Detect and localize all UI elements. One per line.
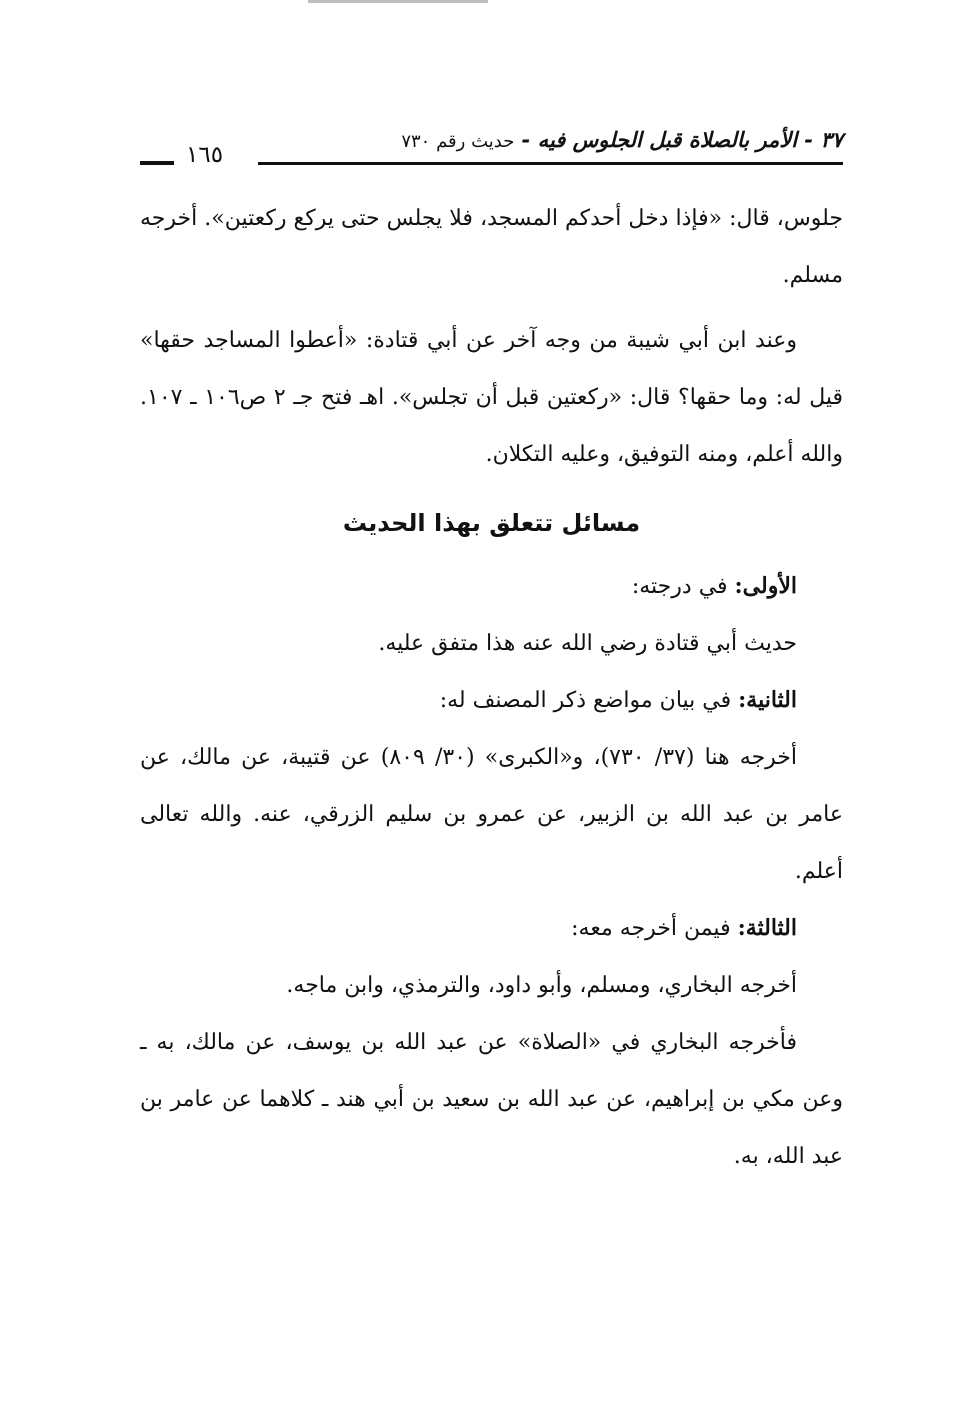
running-title bbox=[401, 128, 843, 152]
question-2-heading bbox=[140, 672, 843, 729]
page-header bbox=[140, 128, 843, 172]
page-number-dash bbox=[140, 161, 174, 165]
question-3-label: الثالثة: bbox=[737, 915, 797, 941]
question-2-body: أخرجه هنا (٣٧/ ٧٣٠)، و«الكبرى» (٣٠/ ٨٠٩) عن قتيبة، عن مالك، عن عامر بن عبد الله بن الزبير، عن عمرو بن سليم الزرقي، عنه. والله تعالى أعلم. bbox=[140, 745, 843, 884]
page-number: ١٦٥ bbox=[186, 142, 224, 168]
question-1-title: في درجته: bbox=[631, 574, 735, 599]
scan-top-mark bbox=[308, 0, 488, 3]
header-rule bbox=[258, 162, 843, 165]
question-3-title: فيمن أخرجه معه: bbox=[571, 916, 738, 941]
question-3-body-2: فأخرجه البخاري في «الصلاة» عن عبد الله بن يوسف، عن مالك، به ـ وعن مكي بن إبراهيم، عن عبد الله بن سعيد بن أبي هند ـ كلاهما عن عامر بن عبد الله، به. bbox=[140, 1030, 843, 1169]
question-2-title: في بيان مواضع ذكر المصنف له: bbox=[439, 688, 739, 713]
hadith-reference: حديث رقم ٧٣٠ bbox=[401, 131, 515, 152]
question-3-body-1: أخرجه البخاري، ومسلم، وأبو داود، والترمذي، وابن ماجه. bbox=[286, 973, 797, 998]
question-1-label: الأولى: bbox=[734, 573, 797, 599]
question-2-label: الثانية: bbox=[738, 687, 797, 713]
question-1-heading bbox=[140, 558, 843, 615]
question-3-heading bbox=[140, 900, 843, 957]
paragraph-2: وعند ابن أبي شيبة من وجه آخر عن أبي قتادة: «أعطوا المساجد حقها» قيل له: وما حقها؟ قال: «ركعتين قبل أن تجلس». اهـ فتح جـ ٢ ص١٠٦ ـ ١٠٧. والله أعلم، ومنه التوفيق، وعليه التكلان. bbox=[140, 328, 844, 467]
question-1-body: حديث أبي قتادة رضي الله عنه هذا متفق عليه. bbox=[378, 631, 797, 656]
chapter-title: ٣٧ - الأمر بالصلاة قبل الجلوس فيه - bbox=[521, 128, 843, 152]
paragraph-1: جلوس، قال: «فإذا دخل أحدكم المسجد، فلا يجلس حتى يركع ركعتين». أخرجه مسلم. bbox=[140, 206, 843, 288]
section-title: مسائل تتعلق بهذا الحديث bbox=[342, 509, 641, 537]
page-body bbox=[140, 190, 843, 1185]
